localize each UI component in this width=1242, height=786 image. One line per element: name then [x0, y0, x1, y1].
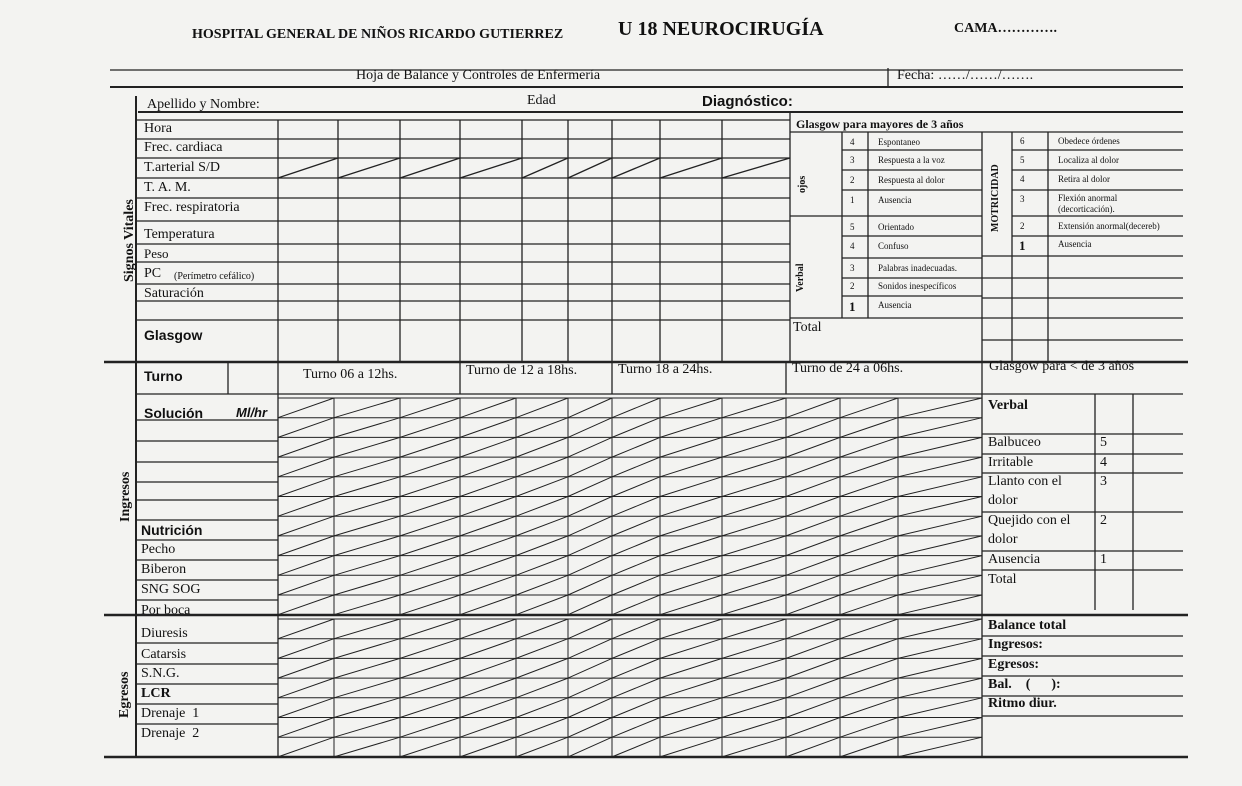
motor-score: 4: [1020, 174, 1025, 184]
menor-desc: Llanto con el: [988, 474, 1062, 489]
ingresos-label: Ingresos: [118, 471, 133, 522]
balance-ritmo[interactable]: Ritmo diur.: [988, 696, 1057, 711]
motor-score: 2: [1020, 221, 1025, 231]
motricidad-label: MOTRICIDAD: [990, 164, 1001, 232]
balance-egresos[interactable]: Egresos:: [988, 657, 1040, 672]
egreso-row-label: S.N.G.: [141, 666, 180, 681]
hospital-name: HOSPITAL GENERAL DE NIÑOS RICARDO GUTIERREZ: [192, 27, 564, 42]
verbal-desc: Confuso: [878, 241, 909, 251]
sheet-title: Hoja de Balance y Controles de Enfermería: [356, 68, 601, 83]
ojos-desc: Ausencia: [878, 195, 912, 205]
menor-desc: Quejido con el: [988, 513, 1071, 528]
menor-desc: Balbuceo: [988, 435, 1041, 450]
verbal-score: 2: [850, 281, 855, 291]
verbal-score: 3: [850, 263, 855, 273]
balance-ingresos[interactable]: Ingresos:: [988, 637, 1043, 652]
vital-row-label: Hora: [144, 121, 172, 136]
signos-vitales-label: Signos Vitales: [122, 199, 137, 282]
ingreso-row-label: Pecho: [141, 542, 176, 557]
balance-total: Balance total: [988, 618, 1067, 633]
turno-2: Turno de 12 a 18hs.: [466, 363, 578, 378]
verbal-desc: Orientado: [878, 222, 914, 232]
menor-desc: Ausencia: [988, 552, 1041, 567]
ingreso-row-label: Por boca: [141, 603, 191, 618]
cama-field[interactable]: CAMA………….: [954, 21, 1058, 36]
motor-desc: Ausencia: [1058, 239, 1092, 249]
vital-row-label: Temperatura: [144, 227, 215, 242]
glasgow-menor-title: Glasgow para < de 3 años: [989, 359, 1135, 374]
mlhr-label: Ml/hr: [236, 405, 268, 420]
turno-1: Turno 06 a 12hs.: [303, 367, 398, 382]
egresos-label: Egresos: [117, 671, 132, 718]
menor-score: 1: [1100, 552, 1107, 567]
verbal-score: 5: [850, 222, 855, 232]
menor-desc: dolor: [988, 493, 1018, 508]
glasgow-total: Total: [793, 320, 822, 335]
verbal-score: 1: [849, 299, 856, 314]
egreso-row-label: Drenaje 1: [141, 706, 200, 721]
ingreso-row-label: SNG SOG: [141, 582, 201, 597]
motor-desc: Localiza al dolor: [1058, 155, 1119, 165]
glasgow-mayor-title: Glasgow para mayores de 3 años: [796, 117, 964, 131]
motor-desc: Flexión anormal: [1058, 193, 1118, 203]
egreso-row-label: Diuresis: [141, 626, 188, 641]
ojos-desc: Respuesta a la voz: [878, 155, 945, 165]
menor-desc: Irritable: [988, 455, 1034, 470]
nutricion-label: Nutrición: [141, 522, 203, 538]
motor-desc: Obedece órdenes: [1058, 136, 1120, 146]
verbal-score: 4: [850, 241, 855, 251]
diagnostico-field[interactable]: Diagnóstico:: [702, 93, 793, 110]
ojos-score: 1: [850, 195, 855, 205]
turno-label: Turno: [144, 368, 183, 384]
ojos-label: ojos: [797, 175, 808, 193]
motor-desc: Extensión anormal(decereb): [1058, 221, 1160, 231]
ojos-score: 3: [850, 155, 855, 165]
motor-desc: Retira al dolor: [1058, 174, 1110, 184]
verbal-menor-title: Verbal: [988, 398, 1028, 413]
motor-score: 6: [1020, 136, 1025, 146]
ojos-desc: Respuesta al dolor: [878, 175, 945, 185]
menor-desc: dolor: [988, 532, 1018, 547]
vital-row-label: PC: [144, 266, 162, 281]
menor-score: 4: [1100, 455, 1107, 470]
pc-note: (Perímetro cefálico): [174, 271, 255, 282]
verbal-desc: Palabras inadecuadas.: [878, 263, 957, 273]
turno-3: Turno 18 a 24hs.: [618, 362, 713, 377]
motor-score: 1: [1019, 238, 1026, 253]
solucion-label: Solución: [144, 405, 204, 421]
verbal-desc: Ausencia: [878, 300, 912, 310]
balance-bal[interactable]: Bal. ( ):: [988, 677, 1061, 692]
vital-row-label: Saturación: [144, 286, 204, 301]
egreso-row-label: Drenaje 2: [141, 726, 200, 741]
egreso-row-label: Catarsis: [141, 647, 187, 662]
ojos-score: 2: [850, 175, 855, 185]
motor-score: 5: [1020, 155, 1025, 165]
ingreso-row-label: Biberon: [141, 562, 187, 577]
edad-field[interactable]: Edad: [527, 93, 556, 108]
turno-4: Turno de 24 a 06hs.: [792, 361, 904, 376]
motor-score: 3: [1020, 194, 1025, 204]
vital-row-label: Frec. respiratoria: [144, 200, 240, 215]
motor-desc-sub: (decorticación).: [1058, 204, 1115, 214]
verbal-label: Verbal: [795, 263, 806, 292]
menor-score: 3: [1100, 474, 1107, 489]
vital-row-label: T. A. M.: [144, 180, 191, 195]
unit-title: U 18 NEUROCIRUGÍA: [618, 18, 824, 40]
vital-row-label: T.arterial S/D: [144, 160, 220, 175]
egreso-row-label: LCR: [141, 686, 171, 701]
menor-total: Total: [988, 572, 1017, 587]
menor-score: 2: [1100, 513, 1107, 528]
verbal-desc: Sonidos inespecíficos: [878, 281, 957, 291]
vital-row-label: Frec. cardiaca: [144, 140, 223, 155]
menor-score: 5: [1100, 435, 1107, 450]
apellido-field[interactable]: Apellido y Nombre:: [147, 97, 260, 112]
ojos-score: 4: [850, 137, 855, 147]
vital-row-label: Glasgow: [144, 327, 203, 343]
ojos-desc: Espontaneo: [878, 137, 920, 147]
fecha-field[interactable]: Fecha: ……/……/…….: [897, 68, 1034, 83]
vital-row-label: Peso: [144, 246, 169, 261]
